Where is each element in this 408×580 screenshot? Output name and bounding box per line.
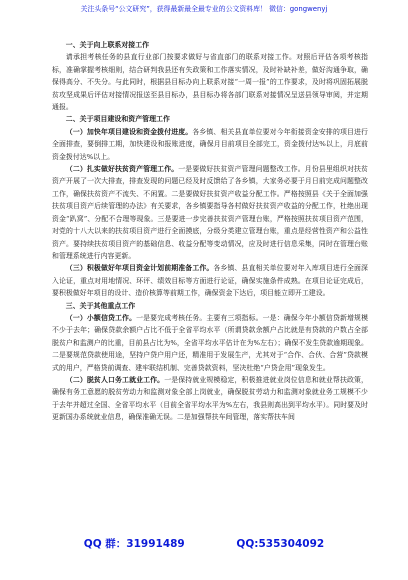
body-paragraph xyxy=(52,163,368,262)
body-paragraph xyxy=(52,262,368,299)
paragraph-text: 各乡镇、相关县直单位要对今年衔接资金安排的项目进行全面排查，要倒排工期，加快建设和报账进度，确保月目前项目全部完工，资金拨付达%以上，月底前资金拨付达%以上。 xyxy=(52,127,368,161)
footer-contact xyxy=(0,537,408,551)
paragraph-text: 一是要完成考核任务。主要有三项指标。一是：确保今年小额信贷新增规模不少于去年；确保贷款余额户占比不低于全省平均水平（所谓贷款余额户占比就是有贷款的户数占全部脱贫户和监测户的比重，目前县占比为%，全省平均水平估计在为%左右）；确保不发生贷款逾期现象。二是要规范贷款使用途，坚持户贷户用户还，精准用于发展生产，尤其对于“合作、合伙、合营”贷款模式的用户，严格贷前调查、建牢联结机制、完善贷款资料，坚决杜绝“户贷企用”现象发生。 xyxy=(52,313,368,372)
body-paragraph xyxy=(52,126,368,163)
paragraph-text: 一、关于向上联系对接工作 xyxy=(65,41,150,49)
paragraph-text: 三、关于其他重点工作 xyxy=(65,301,136,310)
header-banner: 关注头条号“公文研究”，获得最新最全最专业的公文资料库！ 微信：gongwenyj xyxy=(80,5,328,13)
body-paragraph xyxy=(52,374,368,424)
paragraph-lead: （二）扎实做好扶贫资产管理工作。 xyxy=(65,165,179,174)
paragraph-text: 一是要做好扶贫资产管理问题整改工作。月份县里组织对扶贫资产开展了一次大排查，排查发现的问题已经及时反馈给了各乡镇，大家务必要于月日前完成问题整改工作，确保扶贫资产不流失、不闲置。二是要做好扶贫资产收益分配工作。严格按照县《关于全面加强扶贫项目资产后续管理的办法》有关要求，各乡镇要指导各村做好扶贫资产收益的分配工作，杜绝出现资金“趴窝”、分配不合理等现象。三是要进一步完善扶贫资产管理台账，严格按照扶贫项目资产范围，对党的十八大以来的扶贫项目资产进行全面摸底，分级分类建立管理台账，重点是经营性资产和公益性资产。要持续扶贫项目资产的基础信息、收益分配等变动情况，应及时进行信息采集，同时在管理台账和管理系统进行内容更新。 xyxy=(52,165,368,260)
body-paragraph xyxy=(52,312,368,374)
paragraph-text: 各乡镇、县直相关单位要对年入库项目进行全面深入论证，重点对用地情况、环评、绩效目标等方面进行论证，确保实施条件成熟。在项目论证完成后，要积极做好年项目的设计、造价核算等前期工作，确保资金下达后，项目能立即开工建设。 xyxy=(52,264,368,298)
paragraph-lead: （一）小额信贷工作。 xyxy=(65,313,137,322)
paragraph-lead: （三）积极做好年项目资金计划前期准备工作。 xyxy=(65,264,214,273)
paragraph-lead: （二）脱贫人口务工就业工作。 xyxy=(65,375,165,384)
paragraph-text: 一是保持就业规模稳定，积极推进就业岗位信息和就业帮扶政策，确保有务工意愿的脱贫劳动力和监测对象全部上岗就业，确保脱贫劳动力和监测对象就业务工规模不少于去年并超过全国、全省平均水平（目前全省平均水平为%左右，我县则高出到平均水平）。同时要及时更新国办系统就业信息，确保准确无误。二是加强帮扶车间管理，落实帮扶车间 xyxy=(52,375,368,422)
body-paragraph xyxy=(52,51,368,113)
paragraph-text: 请承担考核任务的县直行业部门按要求做好与省直部门的联系对接工作。对照后评估各项考核指标，准确掌握考核细则，结合研判我县还有失政策和工作落实情况，及时补缺补差，做好沟通争取，确保得高分、不失分。与此同时，根据县目标办向上联系对接“一周一报”的工作要求，及时将巩固拓展脱贫攻坚成果后评估对接情况报送至县目标办，县目标办将各部门联系对接情况呈送县领导审阅，并定期通报。 xyxy=(52,53,368,112)
section-heading xyxy=(52,39,368,51)
paragraph-text: 二、关于项目建设和资产管理工作 xyxy=(65,115,170,124)
footer-qq-number: QQ:535304092 xyxy=(236,538,325,550)
section-heading xyxy=(52,113,368,125)
paragraph-lead: （一）加快年项目建设和资金拨付进度。 xyxy=(65,127,193,136)
footer-qq-group: QQ 群：31991489 xyxy=(83,538,185,550)
section-heading xyxy=(52,300,368,312)
document-body xyxy=(52,39,368,541)
